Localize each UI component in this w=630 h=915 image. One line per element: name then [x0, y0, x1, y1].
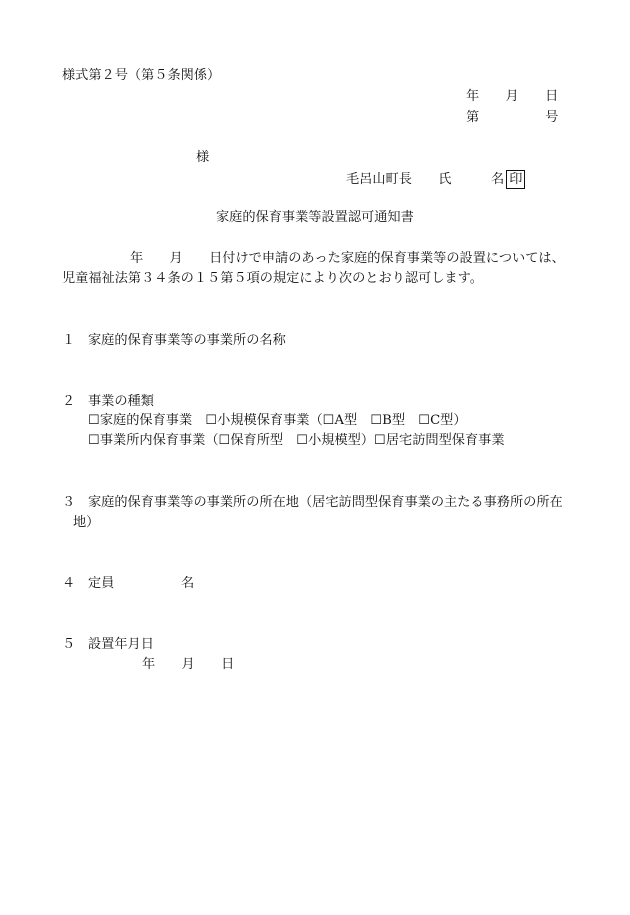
item-3-label-line-1: 家庭的保育事業等の事業所の所在地（居宅訪問型保育事業の主たる事務所の所在 [88, 495, 563, 510]
item-5-number: ５ [62, 637, 76, 652]
item-3-number: ３ [62, 495, 76, 510]
item-3-label-line-2: 地） [73, 515, 100, 530]
issuer-block [346, 170, 525, 189]
issue-date: 年 月 日 [466, 89, 559, 104]
item-4-unit: 名 [181, 576, 195, 591]
item-1-label: 家庭的保育事業等の事業所の名称 [88, 333, 286, 348]
item-5-date: 年 月 日 [142, 657, 235, 672]
item-2-label: 事業の種類 [88, 394, 154, 409]
body-line-1: 年 月 日付けで申請のあった家庭的保育事業等の設置については、 [130, 251, 565, 266]
item-4-number: ４ [62, 576, 76, 591]
item-4-label: 定員 [88, 576, 115, 591]
item-5-label: 設置年月日 [88, 637, 154, 652]
body-line-2: 児童福祉法第３４条の１５第５項の規定により次のとおり認可します。 [62, 271, 483, 286]
issuer-name-line: 毛呂山町長 氏 名 [346, 172, 505, 187]
document-title: 家庭的保育事業等設置認可通知書 [216, 210, 414, 225]
document-number: 第 号 [466, 110, 559, 125]
addressee-honorific: 様 [196, 150, 210, 165]
item-1-number: １ [62, 333, 76, 348]
form-number: 様式第２号（第５条関係） [62, 68, 221, 83]
item-2-options-line-1: ☐家庭的保育事業 ☐小規模保育事業（☐A型 ☐B型 ☐C型） [88, 413, 467, 428]
seal-mark: 印 [506, 170, 525, 189]
item-2-options-line-2: ☐事業所内保育事業（☐保育所型 ☐小規模型）☐居宅訪問型保育事業 [88, 433, 505, 448]
item-2-number: ２ [62, 394, 76, 409]
